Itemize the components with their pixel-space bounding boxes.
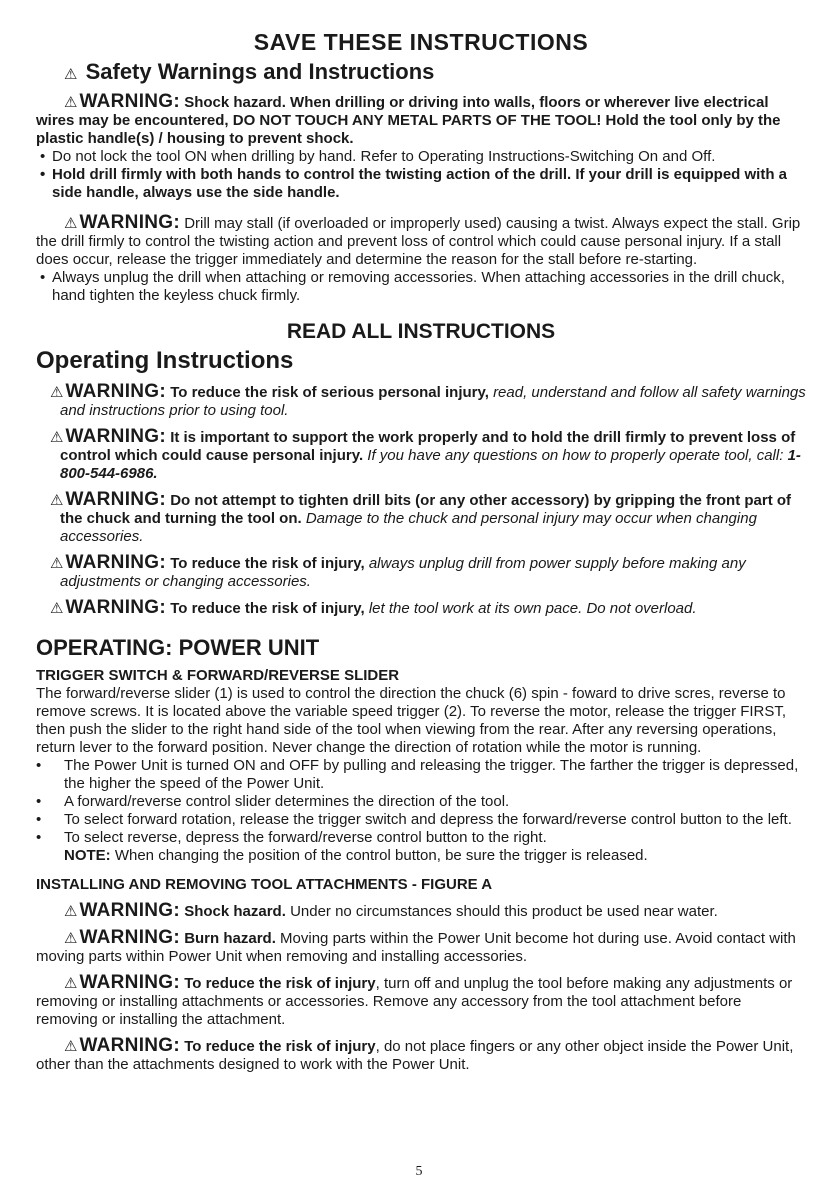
warning-text: Shock hazard. When drilling or driving into walls, floors or wherever live electrical wires may be encountered, DO NOT TOUCH ANY METAL PARTS OF THE TOOL! Hold the tool only by the plastic handle(s) / housing to prevent shock.	[36, 94, 781, 147]
warning-bold-text: To reduce the risk of injury,	[170, 600, 365, 617]
warning-label: WARNING:	[79, 1035, 181, 1056]
warning-label: WARNING:	[65, 597, 167, 618]
warning-bold-text: Shock hazard.	[184, 903, 286, 920]
save-instructions-title: SAVE THESE INSTRUCTIONS	[253, 29, 589, 55]
bullet-text: A forward/reverse control slider determines the direction of the tool.	[64, 793, 510, 810]
bullet-text: Always unplug the drill when attaching or removing accessories. When attaching accessories in the drill chuck, hand tighten the keyless chuck firmly.	[52, 269, 785, 304]
safety-bullets-2	[36, 269, 806, 305]
warning-icon: ⚠	[50, 384, 64, 401]
install-warning-fingers	[36, 1037, 806, 1074]
safety-warning-stall	[36, 214, 806, 269]
support-phone-number: 1-800-544-6986.	[60, 447, 801, 482]
warning-icon: ⚠	[64, 975, 78, 992]
list-item: • Hold drill firmly with both hands to control the twisting action of the drill. If your drill is equipped with a side handle, always use the side handle.	[40, 166, 787, 201]
page-number: 5	[415, 1164, 423, 1179]
read-all-instructions-title: READ ALL INSTRUCTIONS	[286, 320, 556, 343]
operating-warning-5	[36, 599, 806, 618]
safety-warning-shock	[36, 93, 806, 148]
warning-bold-text: To reduce the risk of injury	[184, 1038, 376, 1055]
warning-label: WARNING:	[65, 552, 167, 573]
bullet-text: Hold drill firmly with both hands to control the twisting action of the drill. If your drill is equipped with a side handle, always use the side handle.	[52, 166, 787, 201]
warning-text: , turn off and unplug the tool before making any adjustments or removing or installing attachments or accessories. Remove any accessory from the tool attachment before removing or installing the attachment.	[36, 975, 793, 1028]
warning-text: Moving parts within the Power Unit become hot during use. Avoid contact with moving parts within Power Unit when removing and installing accessories.	[36, 930, 796, 965]
manual-page	[36, 28, 806, 1074]
note-text: When changing the position of the control button, be sure the trigger is released.	[114, 847, 648, 864]
warning-icon: ⚠	[64, 1038, 78, 1055]
warning-icon: ⚠	[64, 66, 78, 83]
warning-icon: ⚠	[50, 555, 64, 572]
operating-warning-1	[36, 383, 806, 420]
warning-icon: ⚠	[64, 930, 78, 947]
list-item: • The Power Unit is turned ON and OFF by pulling and releasing the trigger. The farther the trigger is depressed, the higher the speed of the Power Unit.	[36, 757, 799, 792]
list-item: • A forward/reverse control slider determines the direction of the tool.	[36, 793, 510, 810]
installing-attachments-title: INSTALLING AND REMOVING TOOL ATTACHMENTS - FIGURE A	[36, 876, 493, 893]
bullet-text: Do not lock the tool ON when drilling by hand. Refer to Operating Instructions-Switching On and Off.	[52, 148, 716, 165]
safety-bullets-1	[36, 148, 806, 202]
trigger-switch-title: TRIGGER SWITCH & FORWARD/REVERSE SLIDER	[36, 667, 400, 684]
warning-icon: ⚠	[64, 94, 78, 111]
operating-instructions-title: Operating Instructions	[36, 347, 294, 374]
install-warning-burn	[36, 929, 806, 966]
warning-bold-text: To reduce the risk of serious personal injury,	[170, 384, 489, 401]
warning-icon: ⚠	[64, 215, 78, 232]
power-unit-bullets	[36, 757, 806, 847]
warning-label: WARNING:	[79, 212, 181, 233]
warning-label: WARNING:	[79, 927, 181, 948]
operating-warning-4	[36, 554, 806, 591]
warning-italic-text: let the tool work at its own pace. Do not overload.	[368, 600, 697, 617]
trigger-switch-text: The forward/reverse slider (1) is used to control the direction the chuck (6) spin - foward to drive scres, reverse to remove screws. It is located above the variable speed trigger (2). To reverse the motor, release the trigger FIRST, then push the slider to the right hand side of the tool when viewing from the rear. After any reversing operations, return lever to the forward position. Never change the direction of rotation while the motor is running.	[36, 685, 787, 756]
control-button-note	[36, 847, 806, 865]
list-item: • To select reverse, depress the forward/reverse control button to the right.	[36, 829, 547, 846]
bullet-text: To select forward rotation, release the trigger switch and depress the forward/reverse control button to the left.	[64, 811, 792, 828]
warning-label: WARNING:	[79, 972, 181, 993]
warning-text: Under no circumstances should this product be used near water.	[290, 903, 718, 920]
operating-warning-2	[36, 428, 806, 483]
warning-italic-text: Damage to the chuck and personal injury may occur when changing accessories.	[60, 510, 757, 545]
warning-label: WARNING:	[79, 900, 181, 921]
install-warning-shock	[36, 902, 806, 921]
list-item: • To select forward rotation, release the trigger switch and depress the forward/reverse control button to the left.	[36, 811, 792, 828]
safety-warnings-title-text: Safety Warnings and Instructions	[85, 59, 435, 84]
warning-text: , do not place fingers or any other object inside the Power Unit, other than the attachments designed to work with the Power Unit.	[36, 1038, 794, 1073]
warning-icon: ⚠	[50, 492, 64, 509]
warning-icon: ⚠	[50, 600, 64, 617]
warning-label: WARNING:	[65, 426, 167, 447]
install-warning-unplug	[36, 974, 806, 1029]
safety-warnings-title	[36, 58, 806, 89]
bullet-text: The Power Unit is turned ON and OFF by pulling and releasing the trigger. The farther the trigger is depressed, the higher the speed of the Power Unit.	[64, 757, 799, 792]
warning-italic-text: always unplug drill from power supply before making any adjustments or changing accessories.	[60, 555, 746, 590]
warning-label: WARNING:	[65, 381, 167, 402]
warning-bold-text: To reduce the risk of injury,	[170, 555, 365, 572]
warning-bold-text: Do not attempt to tighten drill bits (or any other accessory) by gripping the front part of the chuck and turning the tool on.	[60, 492, 792, 527]
warning-icon: ⚠	[64, 903, 78, 920]
warning-italic-text: If you have any questions on how to properly operate tool, call:	[367, 447, 784, 464]
list-item: • Do not lock the tool ON when drilling by hand. Refer to Operating Instructions-Switching On and Off.	[40, 148, 716, 165]
note-label: NOTE:	[64, 847, 111, 864]
warning-text: Drill may stall (if overloaded or improperly used) causing a twist. Always expect the stall. Grip the drill firmly to control the twisting action and prevent loss of control which could cause personal injury. If a stall does occur, release the trigger immediately and determine the reason for the stall before re-starting.	[36, 215, 801, 268]
warning-bold-text: It is important to support the work properly and to hold the drill firmly to prevent loss of control which could cause personal injury.	[60, 429, 796, 464]
operating-warning-3	[36, 491, 806, 546]
warning-bold-text: To reduce the risk of injury	[184, 975, 376, 992]
bullet-text: To select reverse, depress the forward/reverse control button to the right.	[64, 829, 547, 846]
warning-label: WARNING:	[65, 489, 167, 510]
warning-label: WARNING:	[79, 91, 181, 112]
list-item: • Always unplug the drill when attaching or removing accessories. When attaching accessories in the drill chuck, hand tighten the keyless chuck firmly.	[40, 269, 785, 304]
warning-icon: ⚠	[50, 429, 64, 446]
warning-bold-text: Burn hazard.	[184, 930, 276, 947]
operating-power-unit-title: OPERATING: POWER UNIT	[36, 635, 320, 660]
warning-italic-text: read, understand and follow all safety warnings and instructions prior to using tool.	[60, 384, 806, 419]
